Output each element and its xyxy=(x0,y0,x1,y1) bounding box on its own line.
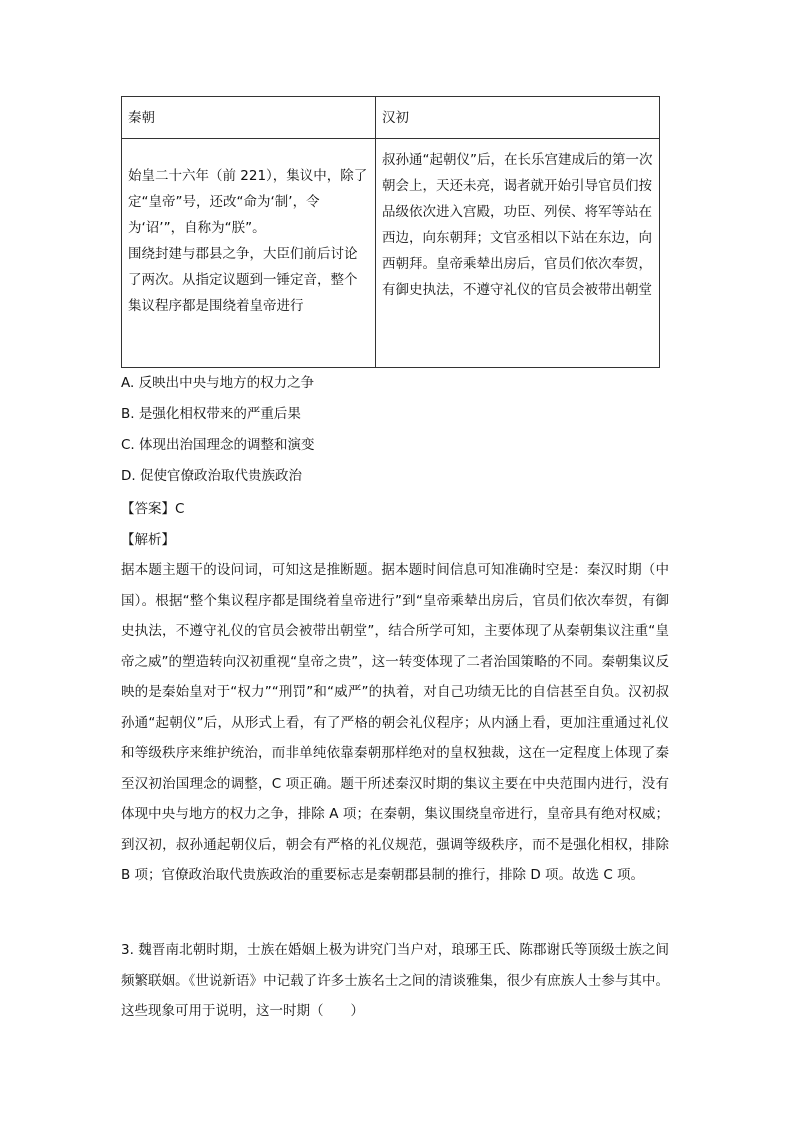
qin-paragraph-1: 始皇二十六年（前 221），集议中，除了定“皇帝”号，还改“命为‘制’，令为‘诏’”，自称为“朕”。 xyxy=(128,168,368,236)
answer-options xyxy=(121,373,315,497)
qin-paragraph-2: 围绕封建与郡县之争，大臣们前后讨论了两次。从指定议题到一锤定音，整个集议程序都是围绕着皇帝进行 xyxy=(128,246,358,314)
option-a: A. 反映出中央与地方的权力之争 xyxy=(121,375,315,391)
option-c: C. 体现出治国理念的调整和演变 xyxy=(121,437,315,453)
table-body-row xyxy=(122,139,660,368)
option-b: B. 是强化相权带来的严重后果 xyxy=(121,406,301,422)
question-3: 3. 魏晋南北朝时期，士族在婚姻上极为讲究门当户对，琅琊王氏、陈郡谢氏等顶级士族之间频繁联姻。《世说新语》中记载了许多士族名士之间的清谈雅集，很少有庶族人士参与其中。这些现象可用于说明，这一时期（ ） xyxy=(121,942,669,1019)
han-paragraph: 叔孙通“起朝仪”后，在长乐宫建成后的第一次朝会上，天还未亮，谒者就开始引导官员们按品级依次进入宫殿，功臣、列侯、将军等站在西边，向东朝拜；文官丞相以下站在东边，向西朝拜。皇帝乘辇出房后，官员们依次奉贺，有御史执法，不遵守礼仪的官员会被带出朝堂 xyxy=(382,152,653,298)
option-d: D. 促使官僚政治取代贵族政治 xyxy=(121,468,302,484)
header-han: 汉初 xyxy=(376,97,660,139)
header-qin: 秦朝 xyxy=(122,97,376,139)
han-cell xyxy=(376,139,660,368)
comparison-table xyxy=(121,96,660,368)
analysis-heading: 【解析】 xyxy=(121,532,175,548)
qin-cell xyxy=(122,139,376,368)
answer-line: 【答案】C xyxy=(121,501,185,517)
table-header-row xyxy=(122,97,660,139)
analysis-text: 据本题主题干的设问词，可知这是推断题。据本题时间信息可知准确时空是：秦汉时期（中国）。根据“整个集议程序都是围绕着皇帝进行”到“皇帝乘辇出房后，官员们依次奉贺，有御史执法，不遵守礼仪的官员会被带出朝堂”，结合所学可知，主要体现了从秦朝集议注重“皇帝之威”的塑造转向汉初重视“皇帝之贵”，这一转变体现了二者治国策略的不同。秦朝集议反映的是秦始皇对于“权力”“刑罚”和“威严”的执着，对自己功绩无比的自信甚至自负。汉初叔孙通“起朝仪”后，从形式上看，有了严格的朝会礼仪程序；从内涵上看，更加注重通过礼仪和等级秩序来维护统治，而非单纯依靠秦朝那样绝对的皇权独裁，这在一定程度上体现了秦至汉初治国理念的调整，C 项正确。题干所述秦汉时期的集议主要在中央范围内进行，没有体现中央与地方的权力之争，排除 A 项；在秦朝，集议围绕皇帝进行，皇帝具有绝对权威；到汉初，叔孙通起朝仪后，朝会有严格的礼仪规范，强调等级秩序，而不是强化相权，排除 B 项；官僚政治取代贵族政治的重要标志是秦朝郡县制的推行，排除 D 项。故选 C 项。 xyxy=(121,562,669,883)
